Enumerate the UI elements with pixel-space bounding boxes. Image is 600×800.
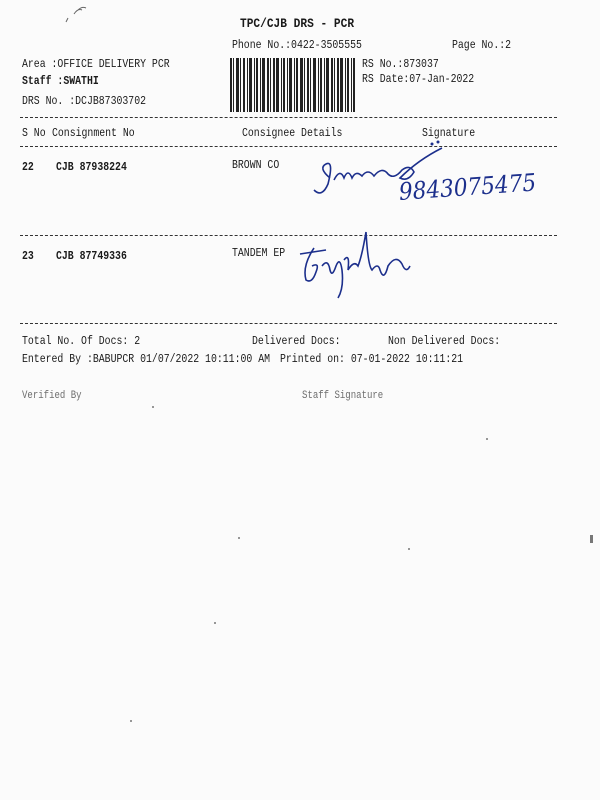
scan-speck [238,537,240,539]
row-consignment-no: CJB 87938224 [56,160,127,174]
divider [20,323,557,324]
column-header-sno: S No [22,126,46,140]
phone-number: Phone No.:0422-3505555 [232,38,362,52]
scan-speck [590,535,593,543]
signature-phone: 9843075475 [398,168,538,206]
delivered-docs: Delivered Docs: [252,334,341,348]
column-header-consignment: Consignment No [52,126,135,140]
total-docs: Total No. Of Docs: 2 [22,334,141,348]
staff-field: Staff :SWATHI [22,74,99,88]
scan-speck [152,406,154,408]
row-sno: 22 [22,160,34,174]
row-consignee: BROWN CO [232,158,280,172]
non-delivered-docs: Non Delivered Docs: [388,334,501,348]
handwritten-signature [292,226,412,306]
column-header-consignee: Consignee Details [242,126,343,140]
staff-signature-label: Staff Signature [302,390,384,402]
entered-by: Entered By :BABUPCR 01/07/2022 10:11:00 AM [22,352,271,366]
drs-number: DRS No. :DCJB87303702 [22,94,147,108]
report-title: TPC/CJB DRS - PCR [240,16,355,31]
verified-by-label: Verified By [22,390,82,402]
rs-date: RS Date:07-Jan-2022 [362,72,475,86]
page-number: Page No.:2 [452,38,512,52]
divider [20,235,557,236]
area-field: Area :OFFICE DELIVERY PCR [22,57,170,71]
scan-speck [214,622,216,624]
scan-mark [60,4,90,26]
row-sno: 23 [22,249,34,263]
column-header-signature: Signature [422,126,476,140]
scan-speck [130,720,132,722]
row-consignee: TANDEM EP [232,246,286,260]
scan-speck [408,548,410,550]
scan-speck [486,438,488,440]
rs-number: RS No.:873037 [362,57,439,71]
printed-on: Printed on: 07-01-2022 10:11:21 [280,352,464,366]
barcode [230,58,355,112]
divider [20,146,557,147]
divider [20,117,557,118]
row-consignment-no: CJB 87749336 [56,249,127,263]
